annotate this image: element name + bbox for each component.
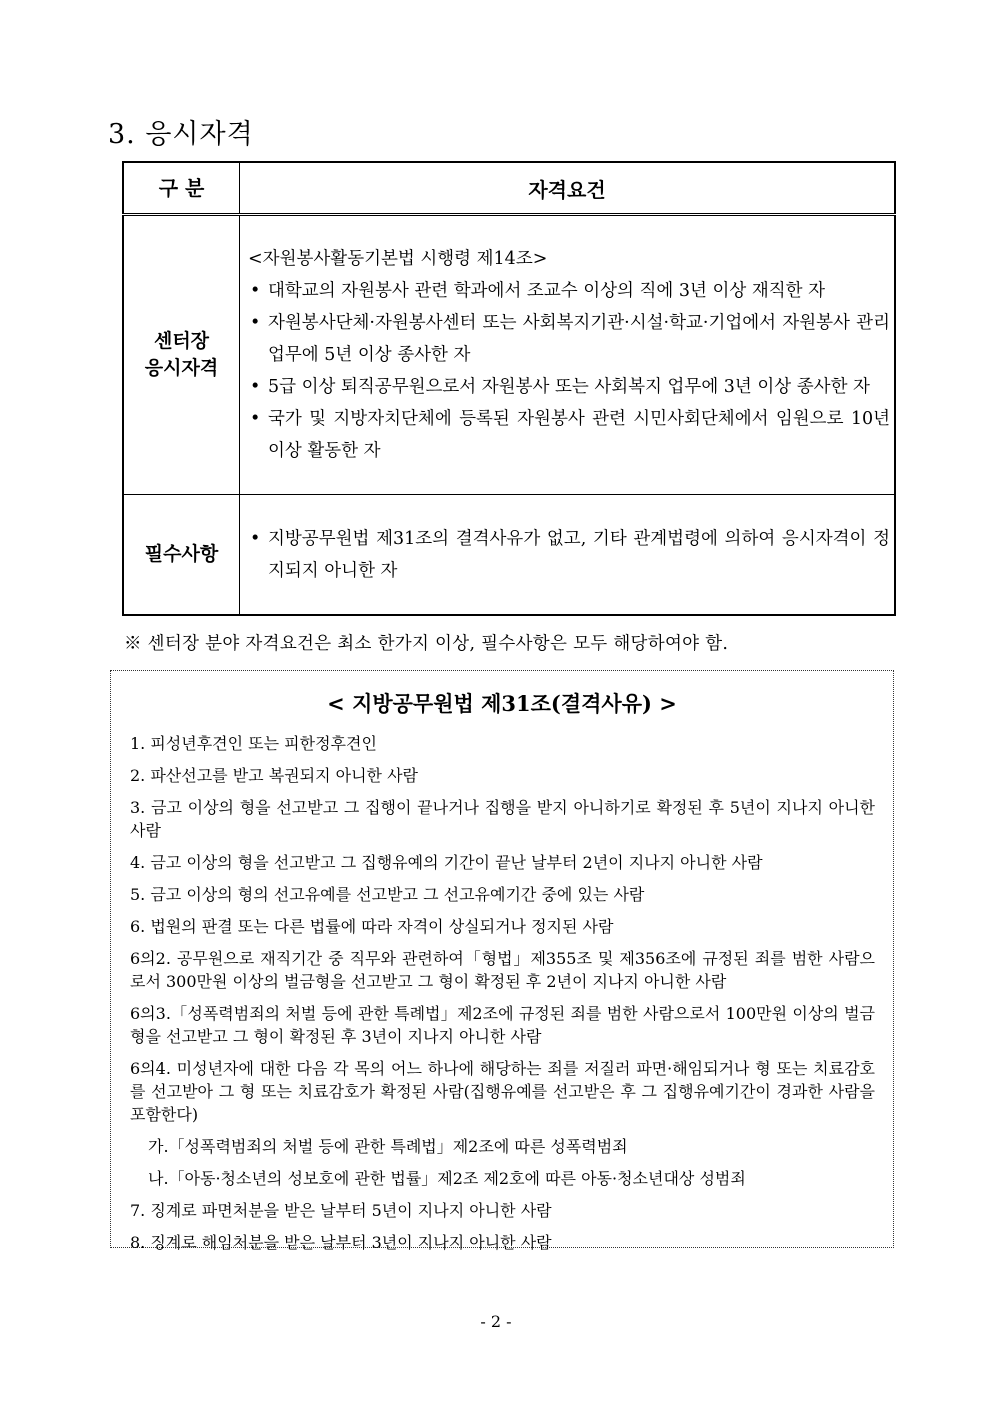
row-category-director: [123, 215, 240, 495]
list-item: 6의2. 공무원으로 재직기간 중 직무와 관련하여「형법」제355조 및 제356조에 규정된 죄를 범한 사람으로서 300만원 이상의 벌금형을 선고받고 그 형이 확정된 후 2년이 지나지 아니한 사람: [130, 949, 875, 991]
list-item: 6. 법원의 판결 또는 다른 법률에 따라 자격이 상실되거나 정지된 사람: [130, 917, 614, 936]
requirement-list: [246, 523, 890, 587]
list-item: 6의3.「성폭력범죄의 처벌 등에 관한 특례법」제2조에 규정된 죄를 범한 사람으로서 100만원 이상의 벌금형을 선고받고 그 형이 확정된 후 3년이 지나지 아니한 사람: [130, 1004, 875, 1046]
row-requirements-mandatory: [240, 495, 896, 615]
page-number: - 2 -: [480, 1312, 512, 1331]
row-requirements-director: [240, 215, 896, 495]
list-item: 6의4. 미성년자에 대한 다음 각 목의 어느 하나에 해당하는 죄를 저질러 파면·해임되거나 형 또는 치료감호를 선고받아 그 형 또는 치료감호가 확정된 사람(집행유예를 선고받은 후 그 집행유예기간이 경과한 사람을 포함한다): [130, 1059, 875, 1124]
list-item: 4. 금고 이상의 형을 선고받고 그 집행유예의 기간이 끝난 날부터 2년이 지나지 아니한 사람: [130, 853, 763, 872]
disqualification-list: [111, 732, 893, 1254]
list-item: 5. 금고 이상의 형의 선고유예를 선고받고 그 선고유예기간 중에 있는 사람: [130, 885, 645, 904]
header-requirements: 자격요건: [240, 162, 896, 215]
category-line: 응시자격: [144, 357, 219, 380]
list-item: 2. 파산선고를 받고 복권되지 아니한 사람: [130, 766, 418, 785]
list-item: 7. 징계로 파면처분을 받은 날부터 5년이 지나지 아니한 사람: [130, 1201, 552, 1220]
box-title: < 지방공무원법 제31조(결격사유) >: [327, 691, 677, 716]
disqualification-box: [110, 670, 894, 1252]
requirement-item: • 5급 이상 퇴직공무원으로서 자원봉사 또는 사회복지 업무에 3년 이상 종사한 자: [246, 371, 890, 403]
requirement-item: • 대학교의 자원봉사 관련 학과에서 조교수 이상의 직에 3년 이상 재직한 자: [246, 275, 890, 307]
category-line: 필수사항: [144, 543, 219, 566]
list-subitem: 가.「성폭력범죄의 처벌 등에 관한 특례법」제2조에 따른 성폭력범죄: [148, 1137, 628, 1156]
table-row: [123, 495, 895, 615]
note-text: ※ 센터장 분야 자격요건은 최소 한가지 이상, 필수사항은 모두 해당하여야 함.: [124, 634, 729, 654]
header-category: 구 분: [123, 162, 240, 215]
section-heading: 3. 응시자격: [108, 119, 254, 150]
table-row: [123, 215, 895, 495]
qualification-table: [122, 161, 896, 616]
requirement-item: • 자원봉사단체·자원봉사센터 또는 사회복지기관·시설·학교·기업에서 자원봉사 관리업무에 5년 이상 종사한 자: [246, 307, 890, 371]
requirement-item: • 지방공무원법 제31조의 결격사유가 없고, 기타 관계법령에 의하여 응시자격이 정지되지 아니한 자: [246, 523, 890, 587]
requirement-item: • 국가 및 지방자치단체에 등록된 자원봉사 관련 시민사회단체에서 임원으로 10년 이상 활동한 자: [246, 403, 890, 467]
list-subitem: 나.「아동·청소년의 성보호에 관한 법률」제2조 제2호에 따른 아동·청소년대상 성범죄: [148, 1169, 746, 1188]
row-category-mandatory: [123, 495, 240, 615]
list-item: 3. 금고 이상의 형을 선고받고 그 집행이 끝나거나 집행을 받지 아니하기로 확정된 후 5년이 지나지 아니한 사람: [130, 798, 875, 840]
table-header-row: [123, 162, 895, 215]
law-reference: <자원봉사활동기본법 시행령 제14조>: [248, 249, 548, 270]
category-line: 센터장: [153, 330, 210, 353]
requirement-list: [246, 275, 890, 467]
list-item: 1. 피성년후견인 또는 피한정후견인: [130, 734, 377, 753]
list-item: 8. 징계로 해임처분을 받은 날부터 3년이 지나지 아니한 사람: [130, 1233, 552, 1252]
